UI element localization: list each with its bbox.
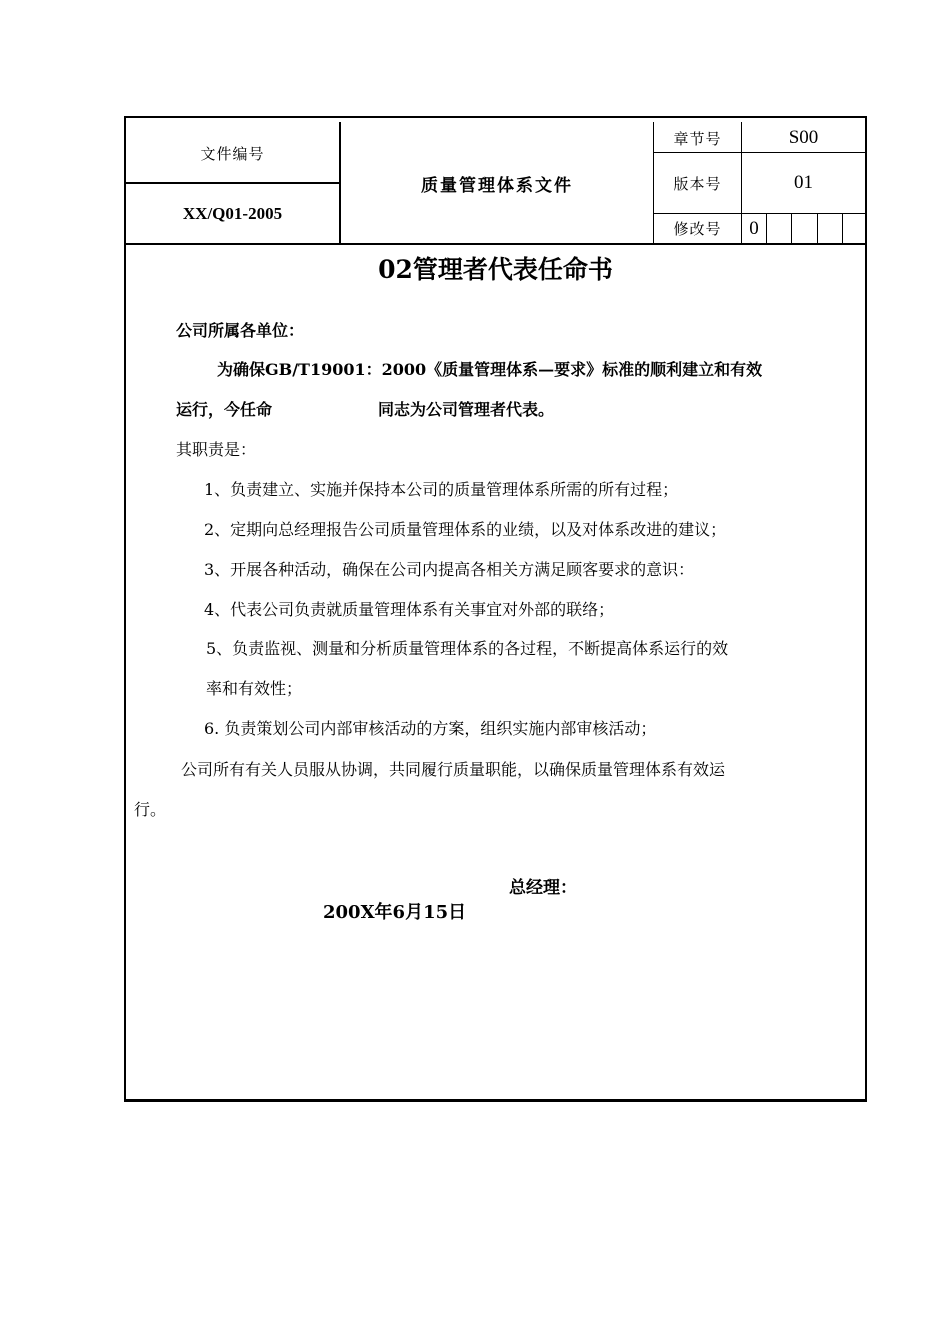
- revision-box-divider-4: [842, 213, 843, 244]
- revision-value: 0: [749, 217, 759, 239]
- frame-top-rule: [124, 116, 867, 121]
- duty-item: 2、定期向总经理报告公司质量管理体系的业绩，以及对体系改进的建议；: [204, 520, 727, 539]
- intro-line-1: 为确保GB/T19001：2000《质量管理体系—要求》标准的顺利建立和有效: [217, 360, 763, 379]
- file-number-label: 文件编号: [200, 144, 265, 163]
- duty-item: 1、负责建立、实施并保持本公司的质量管理体系所需的所有过程；: [204, 480, 679, 499]
- document-title: 02管理者代表任命书: [378, 255, 613, 284]
- intro-line-2-start: 运行，今任命: [176, 400, 273, 419]
- duty-item: 4、代表公司负责就质量管理体系有关事宜对外部的联络；: [204, 600, 615, 619]
- salutation: 公司所属各单位：: [176, 321, 305, 340]
- revision-box-divider-1: [766, 213, 767, 244]
- closing-line-1: 公司所有有关人员服从协调，共同履行质量职能，以确保质量管理体系有效运: [181, 760, 726, 779]
- duty-item: 6. 负责策划公司内部审核活动的方案，组织实施内部审核活动；: [204, 719, 657, 738]
- revision-box-divider-2: [791, 213, 792, 244]
- duty-item: 5、负责监视、测量和分析质量管理体系的各过程，不断提高体系运行的效: [206, 639, 729, 658]
- file-number-value: XX/Q01-2005: [182, 203, 283, 223]
- duties-heading: 其职责是：: [176, 440, 257, 459]
- frame-bottom-rule: [124, 1097, 867, 1102]
- intro-line-2-end: 同志为公司管理者代表。: [378, 400, 555, 419]
- signature-date: 200X年6月15日: [323, 902, 467, 923]
- header-doc-title: 质量管理体系文件: [421, 176, 573, 196]
- chapter-label: 章节号: [673, 129, 722, 148]
- signature-label: 总经理：: [509, 878, 577, 898]
- revision-box-divider-3: [817, 213, 818, 244]
- version-value: 01: [794, 172, 813, 193]
- duty-item-continuation: 率和有效性；: [206, 679, 303, 698]
- revision-label: 修改号: [673, 220, 722, 238]
- chapter-value: S00: [788, 127, 819, 148]
- header-bottom-rule: [124, 243, 867, 245]
- version-label: 版本号: [673, 174, 722, 193]
- duty-item: 3、开展各种活动，确保在公司内提高各相关方满足顾客要求的意识：: [204, 560, 695, 579]
- closing-line-2: 行。: [134, 800, 167, 819]
